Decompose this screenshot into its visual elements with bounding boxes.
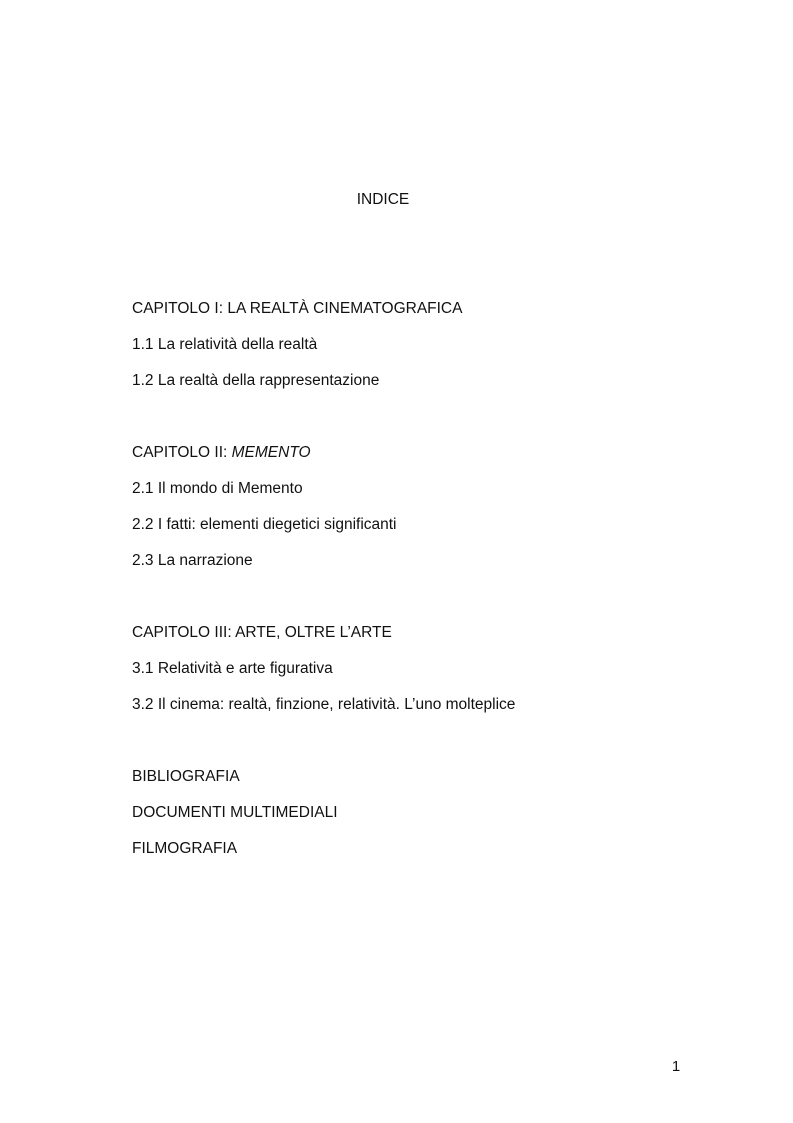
toc-spacer [132, 407, 732, 443]
toc-section-1-1[interactable]: 1.1 La relatività della realtà [132, 336, 318, 353]
table-of-contents [132, 299, 732, 875]
toc-section-2-2[interactable]: 2.2 I fatti: elementi diegetici significanti [132, 516, 397, 533]
toc-section-2-3[interactable]: 2.3 La narrazione [132, 552, 253, 569]
toc-filmografia[interactable]: FILMOGRAFIA [132, 840, 238, 857]
toc-section-2-1[interactable]: 2.1 Il mondo di Memento [132, 480, 303, 497]
toc-section-3-1[interactable]: 3.1 Relatività e arte figurativa [132, 660, 333, 677]
toc-chapter-2-prefix: CAPITOLO II: [132, 444, 232, 461]
toc-chapter-2-title[interactable] [132, 443, 732, 479]
toc-section-1-2[interactable]: 1.2 La realtà della rappresentazione [132, 372, 380, 389]
toc-section-3-2[interactable]: 3.2 Il cinema: realtà, finzione, relatività. L’uno molteplice [132, 696, 516, 713]
toc-chapter-3-title[interactable]: CAPITOLO III: ARTE, OLTRE L’ARTE [132, 624, 392, 641]
page-title: INDICE [356, 191, 410, 208]
toc-documenti-multimediali[interactable]: DOCUMENTI MULTIMEDIALI [132, 804, 338, 821]
toc-chapter-2-italic-title: MEMENTO [231, 444, 311, 461]
toc-chapter-1-title[interactable]: CAPITOLO I: LA REALTÀ CINEMATOGRAFICA [132, 300, 463, 317]
page-number: 1 [671, 1058, 681, 1075]
toc-spacer [132, 587, 732, 623]
toc-bibliografia[interactable]: BIBLIOGRAFIA [132, 768, 240, 785]
toc-spacer [132, 731, 732, 767]
